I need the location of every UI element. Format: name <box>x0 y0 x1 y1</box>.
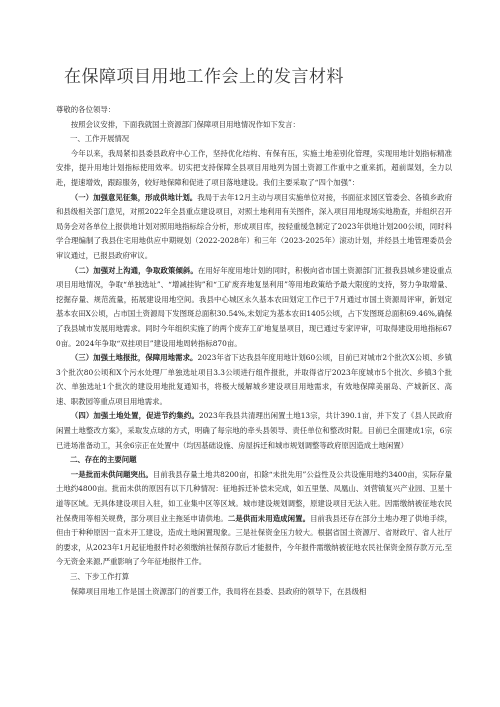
paragraph-approval <box>56 351 452 409</box>
document-title: 在保障项目用地工作会上的发言材料 <box>64 67 344 87</box>
subheading-unsupplied: 一是批而未供问题突出。 <box>70 469 153 479</box>
subheading-disposal: （四）加强土地处置，促进节约集约。 <box>70 411 199 421</box>
paragraph-overview: 今年以来，我局紧扣县委县政府中心工作，坚持优化结构、有保有压，实施土地差别化管理，实现用地计划指标精准安排，提升用地计划指标使用效率。切实把支持保障全县项目用地列为国土资源工作重中之重来抓，超前谋划，全力以赴，提速增效，跟踪服务，较好地保障和促进了项目落地建设。我们主要采取了“四个加强”： <box>56 148 452 187</box>
subheading-approval: （三）加强土地报批，保障用地需求。 <box>70 353 198 363</box>
subheading-policy: （二）加强对上沟通，争取政策倾斜。 <box>70 265 198 275</box>
paragraph-disposal <box>56 409 452 453</box>
paragraph-plan <box>56 191 452 264</box>
section-heading-1: 一、工作开展情况 <box>70 134 130 144</box>
paragraph-next-steps: 保障项目用地工作是国土资源部门的首要工作，我局将在县委、县政府的领导下，在县级相 <box>70 586 367 596</box>
paragraph-policy-body: 在用好年度用地计划的同时，积极向省市国土资源部门汇报我县城乡建设重点项目用地情况，争取“单独选址”、“增减挂钩”和“工矿废弃地复垦利用”等用地政策给予最大限度的支持，努力争取增量、挖掘存量、规范流量，拓展建设用地空间。我县中心城区永久基本农田划定工作已于7月通过市国土资源局评审，新划定基本农田X公顷，占市国土资源局下发图斑总面积30.54%,未划定为基本农田1405公顷，占下发图斑总面积69.46%,确保了我县城市发展用地需求。同时今年组织实施了的两个废弃工矿地复垦项目，现已通过专家评审，可取得建设用地指标670亩。2024年争取“双挂项目”建设用地周转指标870亩。 <box>56 265 452 348</box>
paragraph-policy <box>56 264 452 352</box>
paragraph-plan-body: 我局于去年12月主动与项目实施单位对接，书面征求园区管委会、各镇乡政府和县级相关部门意见，对照2022年全县重点建设项目，对照土地利用有关图件，深入项目用地现场实地勘查，并组织召开局务会对各单位上报供地计划对照用地指标综合分析，形成项目库，按轻重缓急制定了2023年供地计划200公顷，同时科学合理编制了我县住宅用地供应中期规划（2022-2028年）和三年（2023-2025年）滚动计划，并经县土地管理委员会审议通过，已报县政府审议。 <box>56 192 452 260</box>
paragraph-approval-body: 2023年省下达我县年度用地计划60公顷，目前已对城市2个批次X公顷、乡镇3个批次80公顷和X个污水处理厂单独选址项目3.3公顷进行组件报批，并取得省厅2023年度城市5个批次、乡镇3个批次、单独选址1个批次的建设用地批复通知书，将极大缓解城乡建设项目用地需求，有效地保障美丽岛、产城新区、高速、职教园等重点项目用地需求。 <box>56 353 452 406</box>
paragraph-problems <box>56 468 452 570</box>
intro-paragraph: 按照会议安排，下面我就国土资源部门保障项目用地情况作如下发言： <box>70 119 300 129</box>
section-heading-3: 三、下步工作打算 <box>70 572 130 581</box>
paragraph-problems-body-2: 目前我县还存在部分土地办理了供地手续，但由于种种原因一直未开工建设，造成土地闲置现象。三是社保资金压力较大。根据省国土资源厅、省财政厅、省人社厅的要求，从2023年1月起征地报件时必须缴纳社保预存款后才能报件，今年报件需缴纳被征地农民社保资金预存款万元,至今无资金来源,严重影响了今年征地报件工作。 <box>56 513 452 567</box>
subheading-idle: 二是供而未用造成闲置。 <box>227 513 311 523</box>
paragraph-disposal-body: 2023年我县共清理出闲置土地13宗，共计390.1亩，并下发了《县人民政府闲置土地整改方案》，采取发点球的方式，明确了每宗地的牵头县领导、责任单位和整改时限。目前已全面建成1宗，6宗已进场准备动工，其余6宗正在处置中（均因基础设施、房屋拆迁和城市规划调整等政府原因造成土地闲置） <box>56 411 452 450</box>
greeting: 尊敬的各位领导： <box>56 105 116 114</box>
section-heading-2: 二、存在的主要问题 <box>70 455 137 465</box>
subheading-plan: （一）加强意见征集，形成供地计划。 <box>70 192 198 202</box>
paragraph-problems-body: 目前我县存量土地共8200亩，扣除“未批先用”公益性及公共设施用地约3400亩，实际存量土地约4800亩。批而未供的原因有以下几种情况：征地拆迁补偿未完成，如五里堡、凤凰山、刘营镇复兴产业园、卫星十道等区域。无具体建设项目入驻，如工业集中区等区域。城市建设规划调整，原建设项目无法入驻。因需缴纳被征地农民社保费用等相关规费，部分项目业主拖延申请供地。 <box>56 469 452 523</box>
